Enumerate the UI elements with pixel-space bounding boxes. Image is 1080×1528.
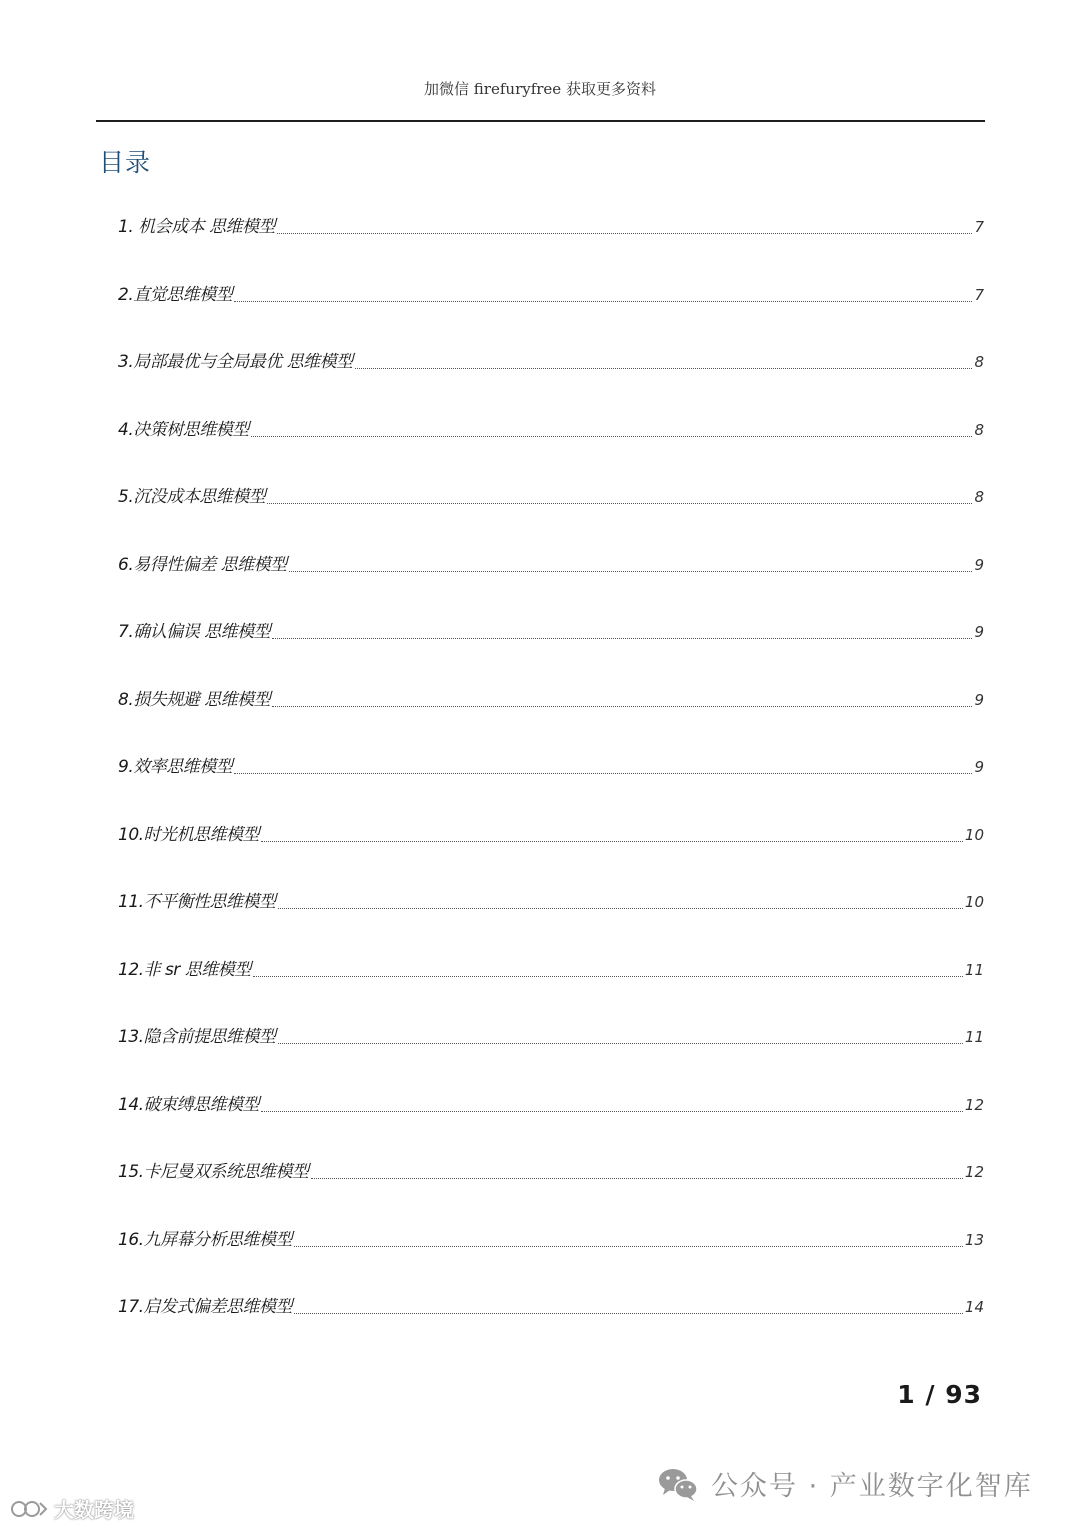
wechat-icon [657, 1466, 699, 1502]
toc-dot-leader [311, 1178, 963, 1179]
toc-dot-leader [272, 706, 972, 707]
toc-entry-page[interactable]: 8 [974, 420, 984, 439]
page-header-text: 加微信 firefuryfree 获取更多资料 [424, 80, 656, 98]
toc-entry-label[interactable]: 4.决策树思维模型 [118, 419, 249, 440]
toc-list [118, 212, 984, 1360]
toc-entry[interactable] [118, 212, 984, 280]
toc-entry-label[interactable]: 13.隐含前提思维模型 [118, 1027, 276, 1047]
toc-entry-label[interactable]: 6.易得性偏差 思维模型 [118, 554, 287, 575]
toc-entry-page[interactable]: 12 [964, 1095, 984, 1114]
toc-entry[interactable] [118, 1292, 984, 1360]
toc-entry-page[interactable]: 7 [974, 218, 984, 236]
toc-dot-leader [289, 571, 973, 572]
toc-title: 目录 [99, 148, 152, 177]
toc-entry-label[interactable]: 8.损失规避 思维模型 [118, 689, 271, 710]
toc-entry-page[interactable]: 8 [974, 488, 984, 506]
toc-dot-leader [278, 1043, 963, 1044]
toc-entry[interactable] [118, 1022, 984, 1090]
toc-entry[interactable] [118, 482, 984, 550]
toc-entry-label[interactable]: 12.非 sr 思维模型 [118, 959, 251, 980]
toc-entry-label[interactable]: 9.效率思维模型 [118, 757, 233, 777]
toc-entry[interactable] [118, 347, 984, 415]
toc-entry-label[interactable]: 14.破束缚思维模型 [118, 1094, 260, 1115]
wechat-watermark [657, 1464, 1033, 1503]
toc-dot-leader [294, 1313, 963, 1314]
toc-entry[interactable] [118, 1225, 984, 1293]
toc-entry[interactable] [118, 617, 984, 685]
toc-entry-label[interactable]: 10.时光机思维模型 [118, 824, 260, 845]
toc-dot-leader [251, 436, 973, 437]
toc-entry[interactable] [118, 1157, 984, 1225]
wechat-watermark-text: 公众号 · 产业数字化智库 [711, 1471, 1033, 1502]
toc-dot-leader [261, 841, 963, 842]
toc-dot-leader [234, 301, 972, 302]
toc-entry-page[interactable]: 12 [964, 1163, 984, 1181]
toc-entry[interactable] [118, 1090, 984, 1158]
toc-entry-page[interactable]: 9 [974, 623, 984, 641]
toc-dot-leader [294, 1246, 963, 1247]
toc-dot-leader [278, 908, 963, 909]
toc-entry-page[interactable]: 11 [964, 960, 984, 979]
page-counter: 1 / 93 [897, 1380, 982, 1409]
toc-entry[interactable] [118, 415, 984, 483]
toc-entry-page[interactable]: 9 [974, 758, 984, 776]
toc-entry-page[interactable]: 13 [964, 1230, 984, 1249]
source-watermark [10, 1494, 134, 1523]
toc-entry-page[interactable]: 9 [974, 555, 984, 574]
brand-logo-icon [10, 1498, 48, 1520]
toc-entry[interactable] [118, 685, 984, 753]
toc-entry-label[interactable]: 16.九屏幕分析思维模型 [118, 1229, 293, 1250]
toc-entry[interactable] [118, 887, 984, 955]
toc-entry[interactable] [118, 550, 984, 618]
toc-dot-leader [234, 773, 972, 774]
toc-dot-leader [277, 233, 972, 234]
toc-dot-leader [355, 368, 973, 369]
toc-entry-label[interactable]: 15.卡尼曼双系统思维模型 [118, 1162, 309, 1182]
header-divider [96, 120, 985, 122]
toc-entry-label[interactable]: 1. 机会成本 思维模型 [118, 217, 276, 237]
toc-entry-label[interactable]: 11.不平衡性思维模型 [118, 892, 276, 912]
toc-entry-page[interactable]: 10 [964, 893, 984, 911]
toc-entry-page[interactable]: 7 [974, 285, 984, 304]
toc-dot-leader [261, 1111, 963, 1112]
toc-entry-label[interactable]: 2.直觉思维模型 [118, 284, 233, 305]
toc-entry-label[interactable]: 5.沉没成本思维模型 [118, 487, 266, 507]
toc-dot-leader [253, 976, 963, 977]
toc-entry[interactable] [118, 280, 984, 348]
toc-entry-page[interactable]: 14 [964, 1298, 984, 1316]
toc-entry[interactable] [118, 820, 984, 888]
toc-entry-page[interactable]: 10 [964, 825, 984, 844]
source-watermark-text: 大数跨境 [54, 1498, 134, 1522]
toc-entry-label[interactable]: 7.确认偏误 思维模型 [118, 622, 271, 642]
toc-dot-leader [267, 503, 972, 504]
toc-dot-leader [272, 638, 972, 639]
toc-entry-label[interactable]: 3.局部最优与全局最优 思维模型 [118, 352, 353, 372]
toc-entry-page[interactable]: 8 [974, 353, 984, 371]
toc-entry[interactable] [118, 955, 984, 1023]
toc-entry-page[interactable]: 11 [964, 1028, 984, 1046]
toc-entry[interactable] [118, 752, 984, 820]
toc-entry-page[interactable]: 9 [974, 690, 984, 709]
toc-entry-label[interactable]: 17.启发式偏差思维模型 [118, 1297, 293, 1317]
